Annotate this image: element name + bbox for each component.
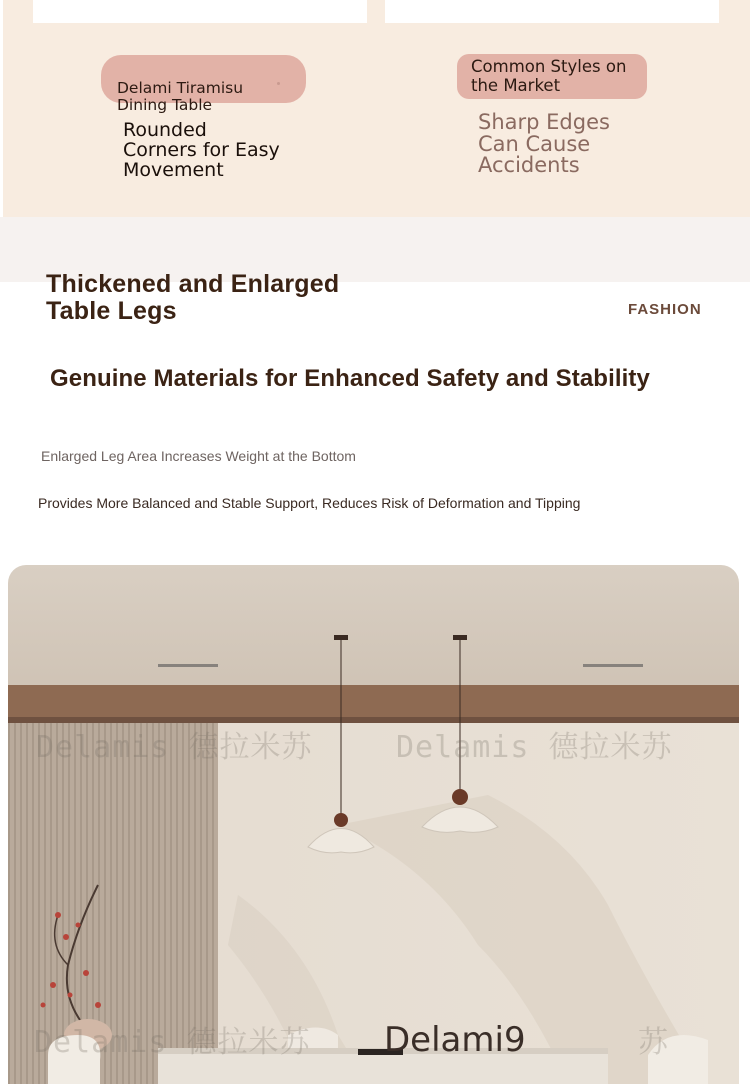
watermark-3: Delamis 德拉米苏 [34, 1025, 311, 1060]
comparison-section [3, 0, 750, 217]
market-product-description: Sharp Edges Can Cause Accidents [478, 110, 610, 177]
feature-subheading: Genuine Materials for Enhanced Safety and Stability [50, 365, 650, 392]
our-product-description: Rounded Corners for Easy Movement [123, 119, 280, 181]
our-product-label [101, 55, 306, 114]
our-product-label-text: Delami Tiramisu Dining Table [117, 79, 244, 114]
brand-logo: FASHION [628, 301, 702, 318]
product-image-card-left [33, 0, 367, 23]
feature-detail-1: Enlarged Leg Area Increases Weight at the Bottom [41, 448, 356, 464]
product-image-card-right [385, 0, 719, 23]
watermark-4: 苏 [638, 1025, 669, 1060]
feature-detail-2: Provides More Balanced and Stable Support, Reduces Risk of Deformation and Tipping [38, 495, 581, 511]
watermark-1: Delamis 德拉米苏 [36, 730, 313, 765]
dining-room-illustration [8, 565, 739, 1084]
dining-room-photo [8, 565, 739, 1084]
watermark-2: Delamis 德拉米苏 [396, 730, 673, 765]
decorative-dot [277, 82, 280, 85]
market-product-label: Common Styles on the Market [457, 54, 647, 99]
photo-logo: Delami9 [384, 1020, 526, 1060]
feature-headline: Thickened and Enlarged Table Legs [46, 270, 340, 325]
